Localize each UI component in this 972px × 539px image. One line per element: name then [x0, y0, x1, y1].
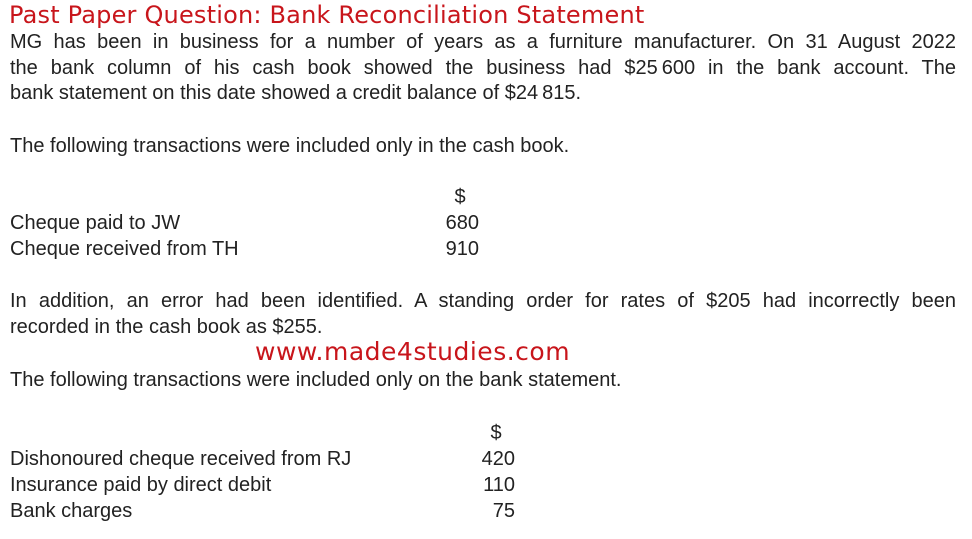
error-note-line-1: In addition, an error had been identified. A standing order for rates of $205 had incorrectly been: [10, 290, 956, 312]
cash-book-row-label: Cheque received from TH: [10, 238, 239, 260]
cash-book-heading: The following transactions were included only in the cash book.: [10, 135, 570, 157]
bank-statement-row-amount: 420: [481, 448, 515, 470]
bank-statement-row-label: Dishonoured cheque received from RJ: [10, 448, 352, 470]
error-note-paragraph: [10, 289, 956, 340]
cash-book-currency-header: $: [454, 186, 466, 208]
page-title: Past Paper Question: Bank Reconciliation Statement: [9, 1, 645, 29]
watermark: www.made4studies.com: [255, 337, 571, 366]
cash-book-row-amount: 680: [445, 212, 479, 234]
bank-statement-row-amount: 75: [492, 500, 515, 522]
bank-statement-row-label: Insurance paid by direct debit: [10, 474, 272, 496]
error-note-line-2: recorded in the cash book as $255.: [10, 315, 323, 338]
cash-book-row-label: Cheque paid to JW: [10, 212, 181, 234]
bank-statement-currency-header: $: [490, 422, 502, 444]
bank-statement-row-amount: 110: [483, 474, 515, 496]
intro-line-2: the bank column of his cash book showed the business had $25 600 in the bank account. The: [10, 56, 956, 79]
bank-statement-heading: The following transactions were included only on the bank statement.: [10, 369, 622, 391]
cash-book-row-amount: 910: [445, 238, 479, 260]
intro-paragraph: [10, 30, 956, 107]
intro-line-3: bank statement on this date showed a credit balance of $24 815.: [10, 82, 582, 104]
intro-line-1: MG has been in business for a number of years as a furniture manufacturer. On 31 August 2022: [10, 31, 956, 53]
bank-statement-row-label: Bank charges: [10, 500, 133, 522]
